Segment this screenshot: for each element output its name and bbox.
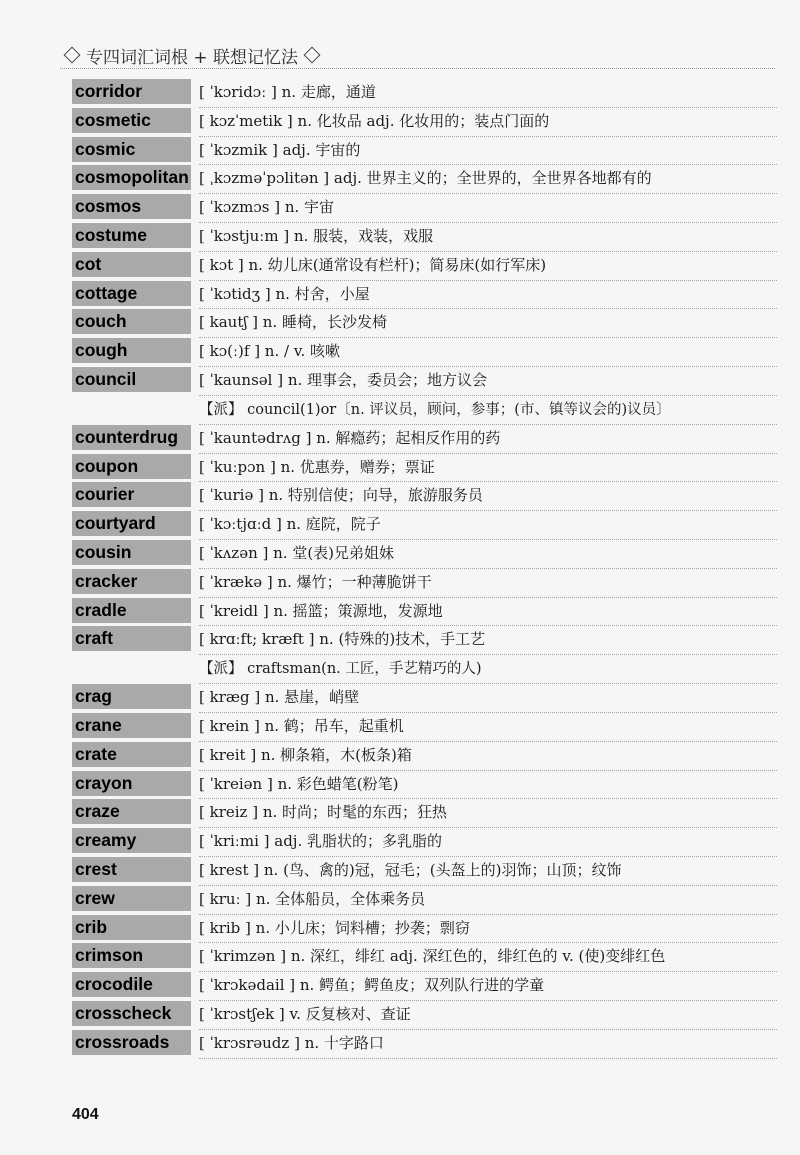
entry-word: coupon [72, 454, 191, 481]
entry-row [72, 569, 777, 598]
entry-row [72, 540, 777, 569]
entry-definition: [ ˈkrækə ] n. 爆竹；一种薄脆饼干 [199, 569, 777, 598]
entry-word: counterdrug [72, 425, 191, 452]
entry-definition: [ ˈkɔstjuːm ] n. 服装，戏装，戏服 [199, 223, 777, 252]
entry-derivative: 【派】 council(1)or〔n. 评议员，顾问，参事；(市、镇等议会的)议员〕 [199, 396, 777, 425]
entry-word: crossroads [72, 1030, 191, 1057]
entry-definition: [ ˈkɔzmik ] adj. 宇宙的 [199, 137, 777, 166]
entry-word: corridor [72, 79, 191, 106]
entry-definition: [ ˈkrɔsrəudz ] n. 十字路口 [199, 1030, 777, 1059]
entry-definition: [ ˈkreidl ] n. 摇篮；策源地，发源地 [199, 598, 777, 627]
entry-word: crest [72, 857, 191, 884]
entry-row [72, 194, 777, 223]
entry-definition: [ kruː ] n. 全体船员，全体乘务员 [199, 886, 777, 915]
entry-definition: [ krein ] n. 鹤；吊车，起重机 [199, 713, 777, 742]
entry-word: crocodile [72, 972, 191, 999]
running-header [58, 40, 758, 70]
page-number: 404 [72, 1106, 99, 1123]
entry-row [72, 771, 777, 800]
entry-row [72, 309, 777, 338]
entry-row [72, 915, 777, 944]
entry-word: courtyard [72, 511, 191, 538]
entry-word: creamy [72, 828, 191, 855]
entry-definition: [ ˈkaunsəl ] n. 理事会，委员会；地方议会 [199, 367, 777, 396]
entry-row [72, 1001, 777, 1030]
entry-row [72, 454, 777, 483]
entry-definition: [ krest ] n. (鸟、禽的)冠，冠毛；(头盔上的)羽饰；山顶；纹饰 [199, 857, 777, 886]
entry-definition: [ ˈkuːpɔn ] n. 优惠券，赠券；票证 [199, 454, 777, 483]
entry-definition: [ ˈkauntədrʌg ] n. 解瘾药；起相反作用的药 [199, 425, 777, 454]
entry-word: cradle [72, 598, 191, 625]
entry-definition: [ ˈkʌzən ] n. 堂(表)兄弟姐妹 [199, 540, 777, 569]
entry-word: cot [72, 252, 191, 279]
entry-word: cousin [72, 540, 191, 567]
entry-definition: [ ˈkriːmi ] adj. 乳脂状的；多乳脂的 [199, 828, 777, 857]
entry-word: cosmetic [72, 108, 191, 135]
entry-row [72, 425, 777, 454]
entry-row [72, 511, 777, 540]
entry-definition: [ ˈkɔzmɔs ] n. 宇宙 [199, 194, 777, 223]
entry-row [72, 626, 777, 655]
entry-definition: [ kræg ] n. 悬崖，峭壁 [199, 684, 777, 713]
entry-definition: [ kautʃ ] n. 睡椅，长沙发椅 [199, 309, 777, 338]
entry-row [72, 828, 777, 857]
entry-row [72, 943, 777, 972]
entry-row [72, 799, 777, 828]
entry-definition: [ ˈkuriə ] n. 特别信使；向导，旅游服务员 [199, 482, 777, 511]
entry-row [72, 713, 777, 742]
entry-row [72, 223, 777, 252]
entry-row [72, 165, 777, 194]
header-divider [60, 68, 775, 69]
entry-definition: [ ˈkrɔkədail ] n. 鳄鱼；鳄鱼皮；双列队行进的学童 [199, 972, 777, 1001]
entry-definition: [ kreit ] n. 柳条箱，木(板条)箱 [199, 742, 777, 771]
entry-definition: [ kɔ(ː)f ] n. / v. 咳嗽 [199, 338, 777, 367]
entry-word: crag [72, 684, 191, 711]
entry-row [72, 482, 777, 511]
entry-row [72, 684, 777, 713]
entry-definition: [ ˈkɔridɔː ] n. 走廊，通道 [199, 79, 777, 108]
entry-word: couch [72, 309, 191, 336]
entry-row [72, 972, 777, 1001]
entry-row [72, 338, 777, 367]
entry-row [72, 367, 777, 396]
entry-word: craze [72, 799, 191, 826]
entry-word: crane [72, 713, 191, 740]
entry-word: craft [72, 626, 191, 653]
entry-row [72, 598, 777, 627]
entry-word: costume [72, 223, 191, 250]
entry-word: crosscheck [72, 1001, 191, 1028]
entry-word: crib [72, 915, 191, 942]
entry-word: council [72, 367, 191, 394]
entry-definition: [ ˈkɔtidʒ ] n. 村舍，小屋 [199, 281, 777, 310]
entry-word: cottage [72, 281, 191, 308]
entry-definition: [ ˌkɔzməˈpɔlitən ] adj. 世界主义的；全世界的，全世界各地都有的 [199, 165, 777, 194]
entry-word: cosmic [72, 137, 191, 164]
entry-definition: [ ˈkrimzən ] n. 深红，绯红 adj. 深红色的，绯红色的 v. (使)变绯红色 [199, 943, 777, 972]
entry-row [72, 857, 777, 886]
entry-row [72, 281, 777, 310]
entry-row [72, 886, 777, 915]
entry-word: crimson [72, 943, 191, 970]
entry-row [72, 108, 777, 137]
derivative-row [72, 655, 777, 684]
entry-definition: [ kɔzˈmetik ] n. 化妆品 adj. 化妆用的；装点门面的 [199, 108, 777, 137]
entry-word: cosmos [72, 194, 191, 221]
entry-definition: [ kreiz ] n. 时尚；时髦的东西；狂热 [199, 799, 777, 828]
entry-row [72, 1030, 777, 1059]
entry-derivative: 【派】 craftsman(n. 工匠，手艺精巧的人) [199, 655, 777, 684]
entry-word: crayon [72, 771, 191, 798]
entry-row [72, 252, 777, 281]
entry-word: crew [72, 886, 191, 913]
entry-word: cough [72, 338, 191, 365]
entry-row [72, 742, 777, 771]
entry-word: courier [72, 482, 191, 509]
entry-definition: [ kɔt ] n. 幼儿床(通常设有栏杆)；简易床(如行军床) [199, 252, 777, 281]
diamond-ornament-icon [64, 47, 81, 64]
entry-definition: [ krib ] n. 小儿床；饲料槽；抄袭；剽窃 [199, 915, 777, 944]
entry-row [72, 137, 777, 166]
vocabulary-list [72, 79, 777, 1059]
entry-definition: [ ˈkreiən ] n. 彩色蜡笔(粉笔) [199, 771, 777, 800]
diamond-ornament-icon [304, 47, 321, 64]
header-title: 专四词汇词根 + 联想记忆法 [86, 47, 299, 68]
entry-definition: [ krɑːft; kræft ] n. (特殊的)技术，手工艺 [199, 626, 777, 655]
entry-word: cosmopolitan [72, 165, 191, 192]
entry-row [72, 79, 777, 108]
entry-word: crate [72, 742, 191, 769]
entry-word: cracker [72, 569, 191, 596]
entry-definition: [ ˈkrɔstʃek ] v. 反复核对、查证 [199, 1001, 777, 1030]
entry-definition: [ ˈkɔːtjɑːd ] n. 庭院，院子 [199, 511, 777, 540]
derivative-row [72, 396, 777, 425]
